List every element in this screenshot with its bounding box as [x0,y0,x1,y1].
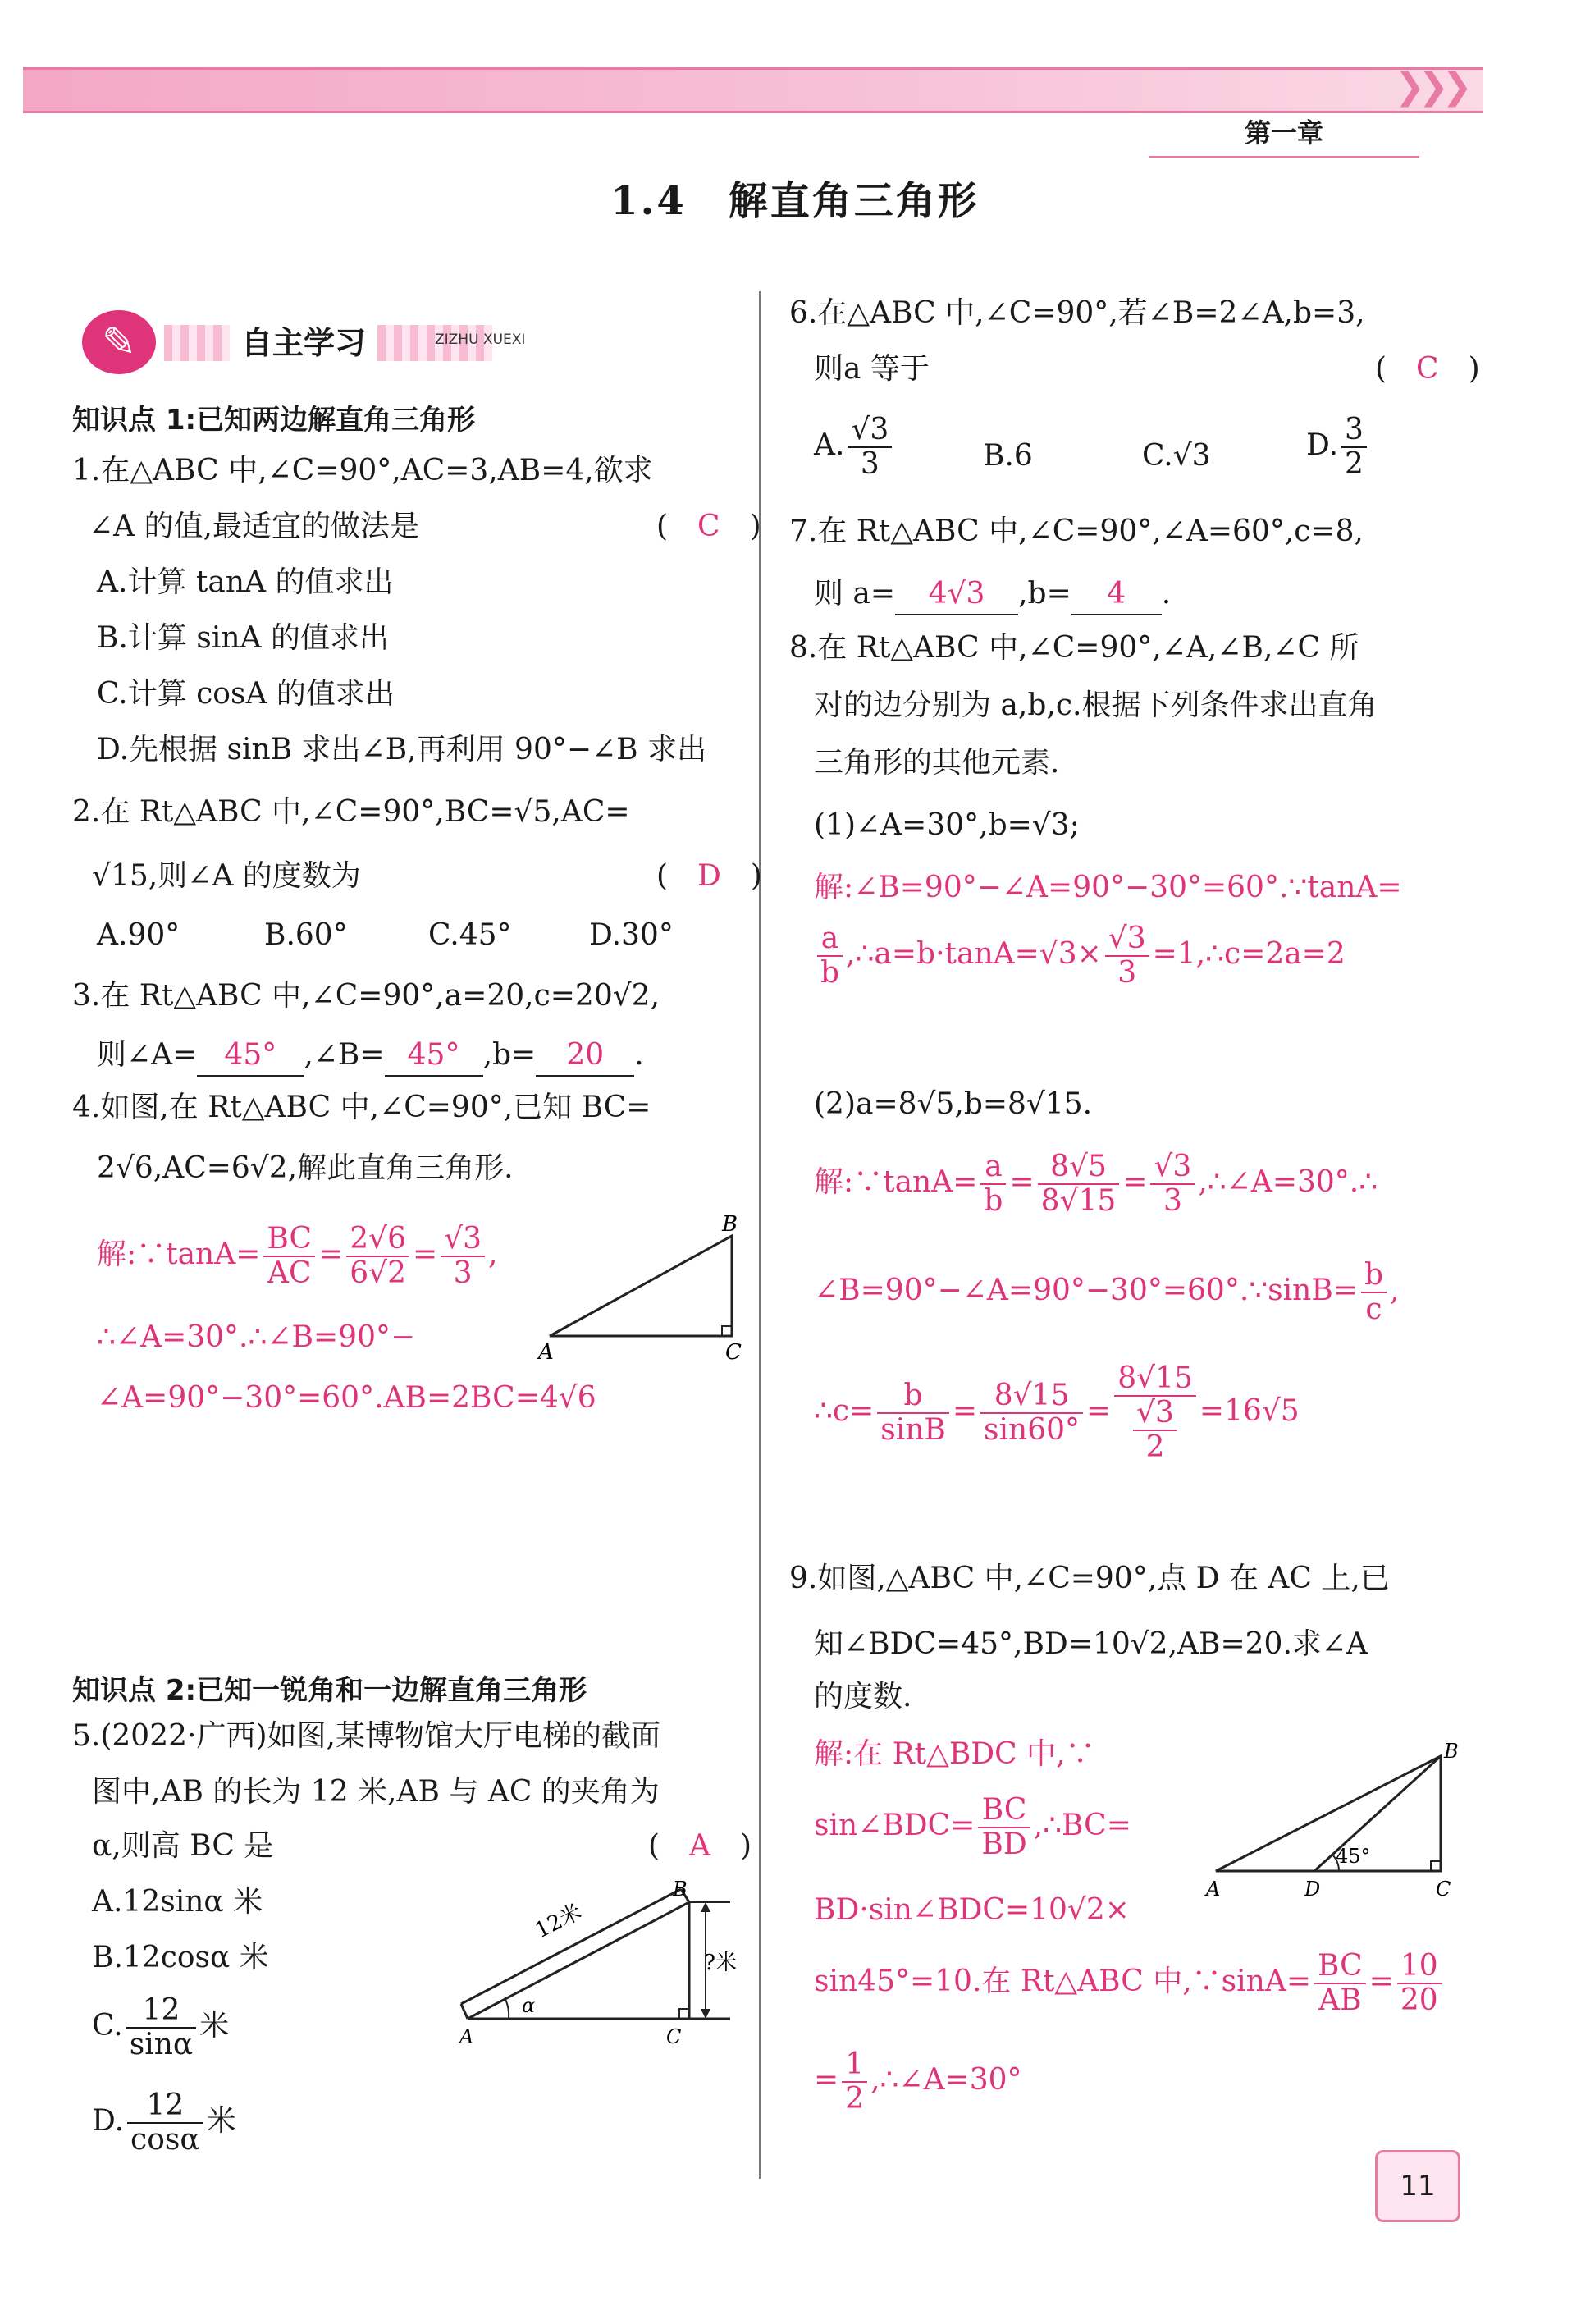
header-band [23,67,1483,113]
q4-solution-line3: ∠A=90°−30°=60°.AB=2BC=4√6 [97,1381,596,1415]
q1-option-c: C.计算 cosA 的值求出 [97,677,395,711]
q9-sol-line3: BD·sin∠BDC=10√2× [814,1893,1130,1927]
q2-line1: 2.在 Rt△ABC 中,∠C=90°,BC=√5,AC= [72,795,630,829]
q9-sol-l4-frac1-den: AB [1318,1983,1362,2017]
q9-fig-label-c: C [1436,1878,1451,1901]
q8-sol2-l2-end: , [1390,1274,1400,1307]
q5-fig-alpha: α [522,1994,536,2017]
q6-option-d [1306,414,1370,481]
q2-line2: √15,则∠A 的度数为 [92,859,361,893]
q5-option-d [92,2089,236,2157]
q4-fig-label-c: C [725,1340,742,1362]
q9-sol-l4-frac1-num: BC [1314,1950,1366,1984]
q9-sol-l2-prefix: sin∠BDC= [814,1809,975,1842]
q6-option-a [814,414,895,481]
q5-option-a: A.12sinα 米 [92,1885,263,1919]
q6-option-d-den: 2 [1345,447,1364,481]
q8-sol2-l3-frac1-den: sinB [880,1413,946,1447]
q9-sol-l2-end: ,∴BC= [1033,1809,1131,1842]
q9-sol-l5-num: 1 [842,2048,867,2083]
q6-option-d-prefix: D. [1306,428,1339,462]
q4-line1: 4.如图,在 Rt△ABC 中,∠C=90°,已知 BC= [72,1091,651,1124]
q5-option-c-num: 12 [126,1994,196,2029]
q9-sol-l5-den: 2 [845,2082,865,2116]
q9-sol-l5-prefix: = [814,2063,839,2097]
q4-frac1-den: AC [267,1256,312,1290]
page-number-box [1375,2150,1460,2222]
q3-text-c: ,b= [482,1038,537,1072]
q6-line2: 则a 等于 [814,352,930,386]
q5-option-c-den: sinα [129,2028,194,2061]
q4-triangle-figure [533,1206,755,1362]
q5-option-c-unit: 米 [199,2009,230,2043]
pencil-icon: ✎ [82,310,156,374]
q8-sol1-line2 [814,922,1346,990]
q5-option-c [92,1994,229,2061]
q8-sol2-frac1-num: a [980,1151,1006,1185]
column-divider [759,291,761,2179]
q4-frac2-den: 6√2 [350,1256,407,1290]
q5-option-b: B.12cosα 米 [92,1941,269,1974]
q5-line1: 5.(2022·广西)如图,某博物馆大厅电梯的截面 [72,1719,660,1753]
q9-sol-l2-num: BC [978,1794,1030,1828]
q4-frac1-num: BC [263,1223,315,1257]
q8-sol2-prefix: 解:∵tanA= [814,1165,978,1199]
q1-answer-bracket: ( C ) [656,510,761,543]
q9-sol-l4-prefix: sin45°=10.在 Rt△ABC 中,∵sinA= [814,1965,1311,1998]
chapter-tab [1149,110,1419,158]
q5-line2: 图中,AB 的长为 12 米,AB 与 AC 的夹角为 [92,1775,660,1809]
q9-fig-label-a: A [1206,1878,1221,1901]
q4-frac2-num: 2√6 [346,1223,409,1257]
q6-option-c: C.√3 [1142,439,1211,473]
q5-option-d-num: 12 [127,2089,203,2124]
q6-option-b: B.6 [983,439,1033,473]
page-title: 1.4 解直角三角形 [610,178,980,224]
q9-sol-l4-frac2-den: 20 [1400,1983,1438,2017]
q1-option-d: D.先根据 sinB 求出∠B,再利用 90°−∠B 求出 [97,733,707,766]
q6-option-d-num: 3 [1341,414,1367,448]
q8-sol2-frac3-den: 3 [1163,1184,1182,1218]
q2-option-a: A.90° [97,918,180,952]
q7-line2 [814,574,1171,615]
q3-line1: 3.在 Rt△ABC 中,∠C=90°,a=20,c=20√2, [72,979,660,1013]
q4-fig-label-a: A [538,1340,554,1362]
q4-solution-line1: 解:∵tanA= $\frac{BC}{AC}$ = $\frac{2√6}{6√2}$ = $\frac{√3}{3}$ , [97,1222,498,1290]
q8-sol2-l3-frac1-num: b [877,1379,949,1414]
section-2-heading: 知识点 2:已知一锐角和一边解直角三角形 [72,1674,587,1707]
q7-text-a: 则 a= [814,577,896,611]
q6-option-a-prefix: A. [814,428,845,462]
q9-line2: 知∠BDC=45°,BD=10√2,AB=20.求∠A [814,1627,1368,1661]
q8-line2: 对的边分别为 a,b,c.根据下列条件求出直角 [814,689,1378,722]
q2-option-b: B.60° [264,918,348,952]
chapter-label: 第一章 [1244,117,1323,149]
q1-option-b: B.计算 sinA 的值求出 [97,621,389,655]
q8-sol2-line1: 解:∵tanA= $\frac{a}{b}$ = $\frac{8√5}{8√15}$ = $\frac{√3}{3}$ ,∴∠A=30°.∴ [814,1150,1378,1218]
q8-sol2-line2 [814,1259,1399,1326]
q9-fig-label-d: D [1304,1878,1321,1901]
q8-sol1-frac2-num: √3 [1105,922,1149,957]
q8-sol2-line3: ∴c= $\frac{b}{\sin B}$ = $\frac{8√15}{\sin 60^\circ}$ = $\frac{8√15}{\frac{√3}{2}}$ =16√5 [814,1361,1300,1464]
q8-sol2-l3-frac2-den: sin60° [984,1413,1081,1447]
q5-fig-label-b: B [673,1879,688,1901]
q9-sol-line4: sin45°=10.在 Rt△ABC 中,∵sinA= $\frac{BC}{AB}$ = $\frac{10}{20}$ [814,1950,1445,2017]
q7-text-b: ,b= [1018,577,1071,611]
q7-blank-a: 4√3 [895,574,1018,615]
q4-frac3-den: 3 [453,1256,473,1290]
q5-option-c-prefix: C. [92,2009,123,2043]
q5-fig-label-a: A [459,2025,474,2048]
q1-line1: 1.在△ABC 中,∠C=90°,AC=3,AB=4,欲求 [72,454,653,487]
q8-sol1-line1: 解:∠B=90°−∠A=90°−30°=60°.∵tanA= [814,871,1402,904]
q8-sol2-frac1-den: b [984,1184,1003,1218]
q8-sol2-l3-prefix: ∴c= [814,1394,875,1428]
q7-text-end: . [1161,577,1172,611]
q9-fig-angle: 45° [1336,1845,1371,1868]
q3-blank-angle-a: 45° [197,1036,304,1077]
q9-sol-line5 [814,2048,1022,2116]
q5-option-d-den: cosα [130,2123,200,2157]
banner-label: 自主学习 [230,320,377,366]
q5-answer: A [689,1829,711,1863]
banner-subtitle: ZIZHU XUEXI [435,332,526,348]
q5-option-d-unit: 米 [206,2104,236,2138]
page-number: 11 [1400,2170,1436,2203]
q1-line2: ∠A 的值,最适宜的做法是 [89,510,420,543]
q8-sol1-frac1-den: b [820,956,840,990]
q8-sol2-l2-prefix: ∠B=90°−∠A=90°−30°=60°.∵sinB= [814,1274,1358,1307]
q9-line1: 9.如图,△ABC 中,∠C=90°,点 D 在 AC 上,已 [789,1562,1390,1595]
q9-sol-l5-end: ,∴∠A=30° [870,2063,1022,2097]
q9-sol-line2 [814,1794,1131,1861]
q7-line1: 7.在 Rt△ABC 中,∠C=90°,∠A=60°,c=8, [789,515,1364,548]
q8-sol2-l2-den: c [1365,1292,1382,1326]
q4-line2: 2√6,AC=6√2,解此直角三角形. [97,1151,514,1185]
q8-sol1-mid: ,∴a=b·tanA=√3× [846,937,1102,971]
q8-sol2-end: ,∴∠A=30°.∴ [1198,1165,1378,1199]
q3-line2 [97,1036,644,1077]
q8-sol2-l2-num: b [1361,1259,1387,1293]
q6-option-a-den: 3 [860,447,880,481]
q2-option-c: C.45° [428,918,512,952]
q9-line3: 的度数. [814,1680,912,1713]
q4-frac3-num: √3 [441,1223,485,1257]
header-arrows-icon: ❯❯❯ [1395,66,1466,108]
q8-sol1-frac2-den: 3 [1117,956,1137,990]
q3-blank-angle-b: 45° [385,1036,483,1077]
q8-sol2-frac2-num: 8√5 [1038,1151,1120,1185]
q8-sol1-frac1-num: a [817,922,843,957]
q5-answer-bracket: ( A ) [648,1829,752,1863]
q8-sol2-l3-end: =16√5 [1199,1394,1300,1428]
q9-triangle-figure [1198,1738,1477,1902]
q9-sol-l4-frac2-num: 10 [1397,1950,1442,1984]
q5-line3: α,则高 BC 是 [92,1829,274,1863]
q8-line3: 三角形的其他元素. [814,746,1060,780]
q8-case2: (2)a=8√5,b=8√15. [814,1087,1093,1121]
q5-fig-height: ?米 [704,1951,737,1975]
q8-sol1-end: =1,∴c=2a=2 [1152,937,1346,971]
q6-line1: 6.在△ABC 中,∠C=90°,若∠B=2∠A,b=3, [789,296,1365,330]
q4-sol-prefix: 解:∵tanA= [97,1237,261,1271]
q6-answer: C [1416,352,1439,386]
q8-sol2-l3-frac2-num: 8√15 [980,1379,1083,1414]
q1-answer: C [697,510,720,543]
q3-text-b: ,∠B= [304,1038,385,1072]
q3-blank-b: 20 [536,1036,634,1077]
q6-option-a-num: √3 [848,414,892,448]
q2-answer-bracket: ( D ) [656,859,762,893]
q8-case1: (1)∠A=30°,b=√3; [814,808,1080,842]
q1-option-a: A.计算 tanA 的值求出 [97,565,394,599]
study-banner [82,310,607,374]
q8-sol2-frac2-den: 8√15 [1040,1184,1117,1218]
q4-fig-label-b: B [722,1212,738,1237]
q7-blank-b: 4 [1071,574,1162,615]
q8-line1: 8.在 Rt△ABC 中,∠C=90°,∠A,∠B,∠C 所 [789,631,1359,665]
q9-sol-l2-den: BD [981,1828,1027,1861]
q9-fig-label-b: B [1444,1740,1459,1763]
q8-sol2-l3-frac3-num: 8√15 [1114,1362,1196,1397]
q4-solution-line2: ∴∠A=30°.∴∠B=90°− [97,1320,416,1354]
q5-fig-label-c: C [666,2025,682,2048]
q8-sol2-l3-nested-num: √3 [1133,1397,1177,1431]
q2-answer: D [697,859,721,893]
q5-fig-length: 12米 [531,1899,586,1944]
q2-option-d: D.30° [589,918,674,952]
q8-sol2-frac3-num: √3 [1150,1151,1195,1185]
q3-text-end: . [634,1038,644,1072]
section-1-heading: 知识点 1:已知两边解直角三角形 [72,404,476,437]
q5-escalator-figure [443,1879,747,2052]
q9-sol-line1: 解:在 Rt△BDC 中,∵ [814,1737,1095,1771]
q5-option-d-prefix: D. [92,2104,125,2138]
q6-answer-bracket: ( C ) [1375,352,1480,386]
q3-text-a: 则∠A= [97,1038,198,1072]
q8-sol2-l3-nested-den: 2 [1145,1430,1165,1464]
